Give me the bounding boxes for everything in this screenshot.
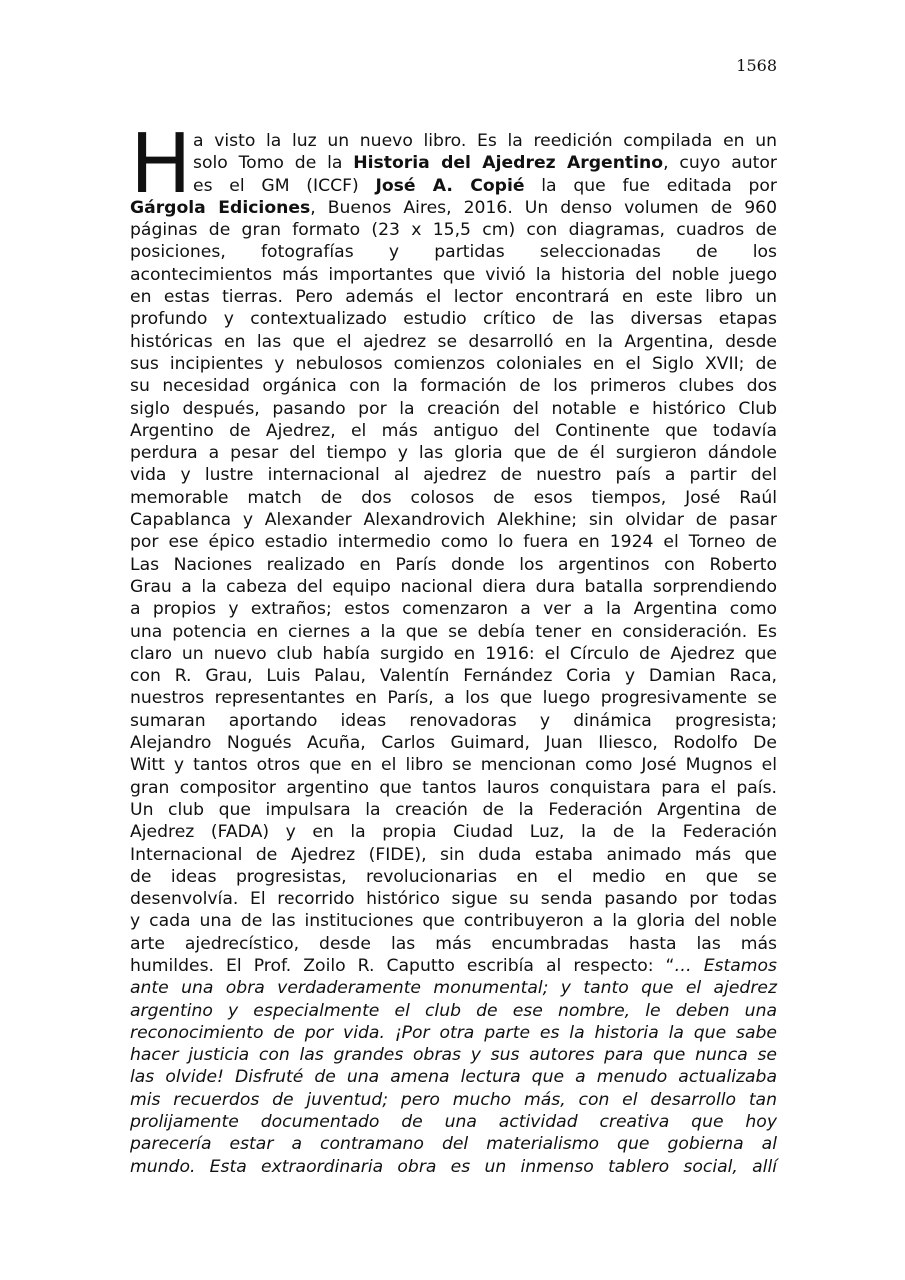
text-line (130, 331, 777, 353)
article-body (130, 117, 778, 1178)
text-line (130, 799, 777, 821)
italic-text: … Estamos (674, 955, 777, 976)
text-line (130, 866, 777, 888)
text-line (130, 643, 777, 665)
text-line (193, 130, 777, 152)
text-line (130, 732, 777, 754)
text-line (130, 821, 777, 843)
text-line (130, 509, 777, 531)
text-line (130, 442, 777, 464)
text-run: sus incipientes y nebulosos comienzos coloniales en el Siglo XVII; de (130, 353, 777, 374)
text-line (130, 576, 777, 598)
drop-cap: H (130, 117, 192, 212)
text-run: Internacional de Ajedrez (FIDE), sin duda estaba animado más que (130, 844, 777, 865)
text-line (130, 308, 777, 330)
text-line (130, 1133, 777, 1155)
text-line (193, 152, 777, 174)
text-line (130, 353, 777, 375)
text-line (130, 754, 777, 776)
text-line (193, 175, 777, 197)
text-run: Las Naciones realizado en París donde los argentinos con Roberto (130, 554, 777, 575)
text-run: la que fue editada por (524, 175, 777, 196)
text-line (130, 687, 777, 709)
text-line (130, 1089, 777, 1111)
text-line (130, 1156, 777, 1178)
italic-text: mundo. Esta extraordinaria obra es un inmenso tablero social, allí (130, 1156, 777, 1177)
text-line (130, 464, 777, 486)
text-run: siglo después, pasando por la creación del notable e histórico Club (130, 398, 777, 419)
text-run: posiciones, fotografías y partidas seleccionadas de los (130, 242, 777, 263)
text-run: Argentino de Ajedrez, el más antiguo del Continente que todavía (130, 420, 777, 441)
text-run: Grau a la cabeza del equipo nacional diera dura batalla sorprendiendo (130, 576, 777, 597)
text-line (130, 955, 777, 977)
text-run: a propios y extraños; estos comenzaron a ver a la Argentina como (130, 599, 777, 620)
text-line (130, 777, 777, 799)
text-line (130, 241, 777, 263)
text-run: a visto la luz un nuevo libro. Es la reedición compilada en un (193, 131, 777, 151)
text-line (130, 665, 777, 687)
italic-text: mis recuerdos de juventud; pero mucho más, con el desarrollo tan (130, 1089, 777, 1110)
text-run: memorable match de dos colosos de esos tiempos, José Raúl (130, 487, 777, 508)
text-run: Un club que impulsara la creación de la Federación Argentina de (130, 799, 777, 820)
text-line (130, 1066, 777, 1088)
text-run: , Buenos Aires, 2016. Un denso volumen de 960 (310, 197, 778, 218)
text-line (130, 888, 777, 910)
italic-text: reconocimiento de por vida. ¡Por otra parte es la historia la que sabe (130, 1022, 777, 1043)
text-run: vida y lustre internacional al ajedrez de nuestro país a partir del (130, 465, 777, 486)
text-run: su necesidad orgánica con la formación de los primeros clubes dos (130, 376, 777, 397)
text-line (130, 420, 777, 442)
page-number: 1568 (736, 56, 777, 75)
text-run: solo Tomo de la (193, 153, 354, 174)
italic-text: las olvide! Disfruté de una amena lectura que a menudo actualizaba (130, 1067, 777, 1088)
text-line (130, 264, 777, 286)
text-run: Alejandro Nogués Acuña, Carlos Guimard, Juan Iliesco, Rodolfo De (130, 733, 777, 754)
text-run: y cada una de las instituciones que contribuyeron a la gloria del noble (130, 911, 777, 932)
text-run: , cuyo autor (663, 153, 778, 174)
bold-text: Historia del Ajedrez Argentino (353, 153, 664, 174)
text-line (130, 844, 777, 866)
italic-text: hacer justicia con las grandes obras y sus autores para que nunca se (130, 1045, 777, 1066)
text-run: de ideas progresistas, revolucionarias en el medio en que se (130, 866, 777, 887)
text-run: perdura a pesar del tiempo y las gloria que de él surgieron dándole (130, 443, 777, 464)
text-run: es el GM (ICCF) (193, 175, 376, 196)
italic-text: prolijamente documentado de una actividad creativa que hoy (130, 1112, 777, 1133)
text-run: claro un nuevo club había surgido en 1916: el Círculo de Ajedrez que (130, 643, 777, 664)
text-run: con R. Grau, Luis Palau, Valentín Fernández Coria y Damian Raca, (130, 666, 777, 687)
text-line (130, 1044, 777, 1066)
text-line (130, 531, 777, 553)
italic-text: ante una obra verdaderamente monumental; y tanto que el ajedrez (130, 978, 777, 999)
italic-text: parecería estar a contramano del materialismo que gobierna al (130, 1134, 777, 1155)
text-run: arte ajedrecístico, desde las más encumbradas hasta las más (130, 933, 777, 954)
text-line (130, 554, 777, 576)
text-line (130, 1111, 777, 1133)
text-line (130, 710, 777, 732)
text-line (130, 286, 777, 308)
text-line (130, 933, 777, 955)
text-run: en estas tierras. Pero además el lector encontrará en este libro un (130, 287, 777, 308)
text-line (130, 375, 777, 397)
text-line (130, 487, 777, 509)
text-line (130, 621, 777, 643)
text-line (130, 197, 777, 219)
text-run: humildes. El Prof. Zoilo R. Caputto escribía al respecto: “ (130, 955, 675, 976)
text-line (130, 910, 777, 932)
text-run: nuestros representantes en París, a los que luego progresivamente se (130, 688, 777, 709)
text-line (130, 598, 777, 620)
text-run: profundo y contextualizado estudio crítico de las diversas etapas (130, 309, 777, 330)
text-run: por ese épico estadio intermedio como lo fuera en 1924 el Torneo de (130, 532, 777, 553)
text-run: páginas de gran formato (23 x 15,5 cm) con diagramas, cuadros de (130, 220, 777, 241)
text-run: históricas en las que el ajedrez se desarrolló en la Argentina, desde (130, 331, 777, 352)
text-line (130, 1022, 777, 1044)
bold-text: José A. Copié (375, 175, 525, 196)
text-run: desenvolvía. El recorrido histórico sigue su senda pasando por todas (130, 889, 777, 910)
text-line (130, 398, 777, 420)
text-line (130, 977, 777, 999)
text-run: una potencia en ciernes a la que se debía tener en consideración. Es (130, 621, 777, 642)
text-line (130, 1000, 777, 1022)
text-run: gran compositor argentino que tantos lauros conquistara para el país. (130, 777, 777, 798)
text-run: sumaran aportando ideas renovadoras y dinámica progresista; (130, 710, 777, 731)
text-run: Capablanca y Alexander Alexandrovich Alekhine; sin olvidar de pasar (130, 510, 777, 531)
text-run: acontecimientos más importantes que vivió la historia del noble juego (130, 264, 777, 285)
text-line (130, 219, 777, 241)
text-run: Witt y tantos otros que en el libro se mencionan como José Mugnos el (130, 755, 777, 776)
italic-text: argentino y especialmente el club de ese nombre, le deben una (130, 1000, 777, 1021)
text-run: Ajedrez (FADA) y en la propia Ciudad Luz, la de la Federación (130, 822, 777, 843)
bold-text: Gárgola Ediciones (130, 197, 311, 218)
